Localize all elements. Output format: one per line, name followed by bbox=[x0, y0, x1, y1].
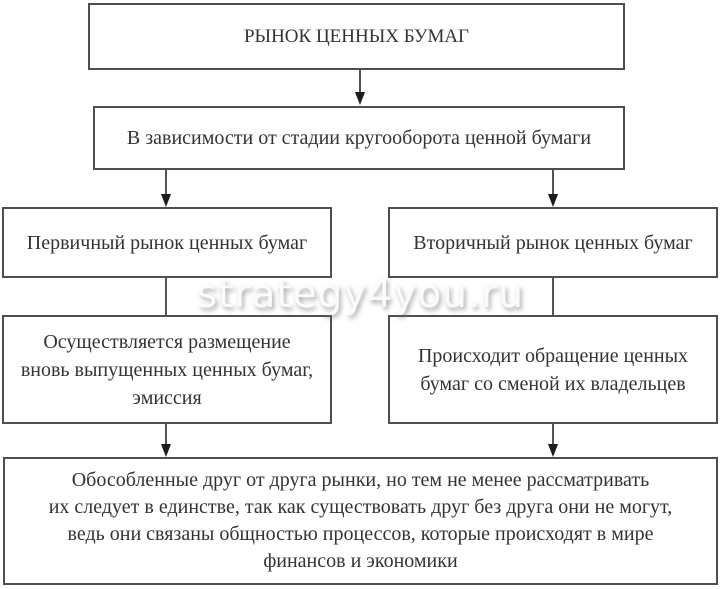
primary-market-box bbox=[2, 207, 332, 278]
secondary-market-box bbox=[388, 207, 718, 278]
connector-line-secondary-to-desc bbox=[552, 278, 554, 317]
connector-line-secondary-desc-to-conclusion bbox=[552, 424, 554, 446]
secondary-description-line: бумаг со сменой их владельцев bbox=[420, 372, 686, 395]
arrowhead-criterion-to-primary-icon bbox=[161, 194, 171, 207]
primary-description-box bbox=[2, 315, 332, 424]
arrowhead-primary-desc-to-conclusion-icon bbox=[161, 444, 171, 457]
arrowhead-criterion-to-secondary-icon bbox=[548, 194, 558, 207]
connector-line-criterion-to-secondary bbox=[552, 170, 554, 196]
criterion-box bbox=[93, 106, 625, 170]
connector-line-title-to-criterion bbox=[359, 70, 361, 94]
title-box bbox=[88, 3, 625, 70]
arrowhead-secondary-desc-to-conclusion-icon bbox=[548, 444, 558, 457]
secondary-description-box bbox=[388, 315, 718, 424]
title-box-label: РЫНОК ЦЕННЫХ БУМАГ bbox=[243, 25, 470, 47]
primary-description-line: вновь выпущенных ценных бумаг, bbox=[20, 358, 314, 381]
conclusion-line: ведь они связаны общностью процессов, которые происходят в мире bbox=[67, 523, 654, 545]
secondary-description-line: Происходит обращение ценных bbox=[417, 344, 689, 367]
site-watermark: strategy4you.ru bbox=[196, 272, 525, 317]
primary-description-line: эмиссия bbox=[132, 386, 202, 409]
conclusion-box bbox=[3, 457, 718, 585]
conclusion-line: Обособленные друг от друга рынки, но тем не менее рассматривать bbox=[71, 469, 650, 491]
arrowhead-title-to-criterion-icon bbox=[355, 92, 365, 105]
secondary-market-label: Вторичный рынок ценных бумаг bbox=[413, 231, 693, 254]
connector-line-primary-desc-to-conclusion bbox=[165, 424, 167, 446]
criterion-box-label: В зависимости от стадии кругооборота ценной бумаги bbox=[126, 127, 592, 149]
primary-description-line: Осуществляется размещение bbox=[43, 330, 291, 353]
connector-line-primary-to-desc bbox=[165, 278, 167, 317]
connector-line-criterion-to-primary bbox=[165, 170, 167, 196]
conclusion-line: финансов и экономики bbox=[263, 550, 458, 572]
primary-market-label: Первичный рынок ценных бумаг bbox=[26, 231, 308, 254]
conclusion-line: их следует в единстве, так как существовать друг без друга они не могут, bbox=[48, 496, 673, 518]
